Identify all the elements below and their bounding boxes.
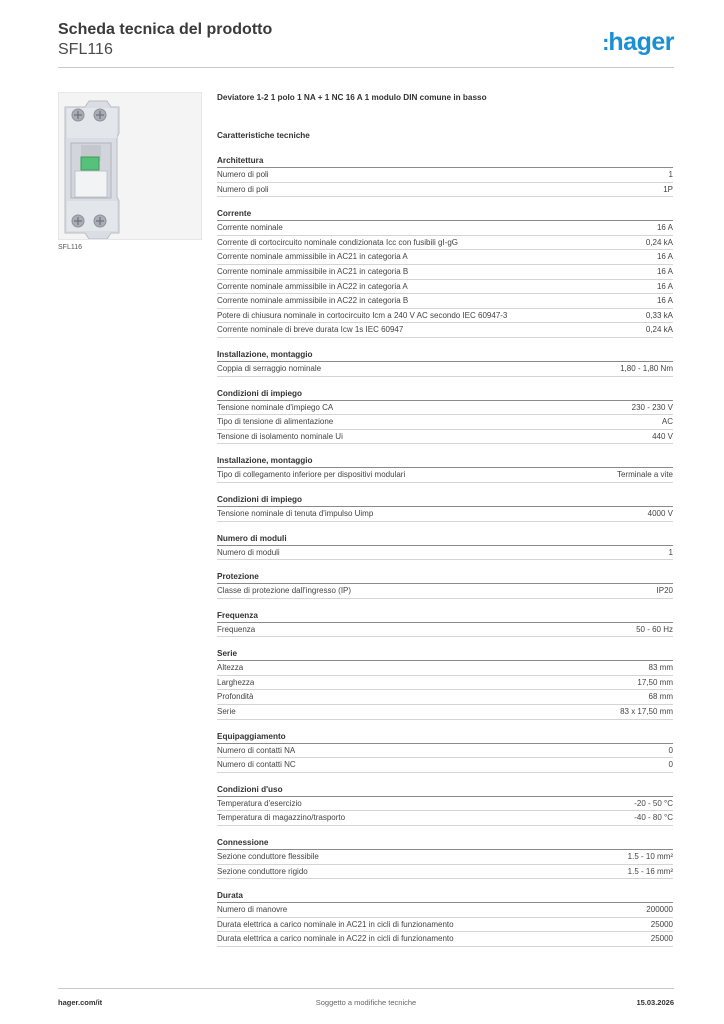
spec-row [217,811,673,826]
image-caption: SFL116 [58,244,82,251]
spec-label: Sezione conduttore flessibile [217,852,319,862]
spec-row [217,362,673,377]
section-title: Condizioni di impiego [217,493,673,507]
spec-value: 4000 V [647,508,673,518]
spec-section [217,387,673,445]
product-description: Deviatore 1-2 1 polo 1 NA + 1 NC 16 A 1 modulo DIN comune in basso [217,93,487,102]
spec-value: 83 x 17,50 mm [620,707,673,717]
footer-notice: Soggetto a modifiche tecniche [315,998,417,1007]
spec-label: Corrente nominale ammissibile in AC22 in categoria A [217,281,408,291]
spec-label: Durata elettrica a carico nominale in AC22 in cicli di funzionamento [217,934,454,944]
spec-label: Potere di chiusura nominale in cortocircuito Icm a 240 V AC secondo IEC 60947-3 [217,310,508,320]
section-title: Protezione [217,570,673,584]
spec-row [217,415,673,430]
spec-section [217,454,673,483]
spec-value: 1.5 - 10 mm² [627,852,673,862]
footer-divider [58,988,674,989]
spec-label: Corrente nominale di breve durata Icw 1s IEC 60947 [217,325,404,335]
spec-row [217,623,673,638]
spec-label: Numero di contatti NA [217,745,296,755]
page-header [58,20,674,68]
spec-value: 1P [663,184,673,194]
spec-value: 0,24 kA [645,325,673,335]
spec-row [217,294,673,309]
section-title: Connessione [217,836,673,850]
spec-label: Corrente nominale ammissibile in AC22 in categoria B [217,296,409,306]
spec-row [217,430,673,445]
spec-row [217,918,673,933]
spec-value: 16 A [656,266,673,276]
spec-label: Numero di poli [217,170,269,179]
spec-sections [217,154,673,947]
spec-section [217,836,673,879]
section-title: Numero di moduli [217,532,673,546]
section-title: Corrente [217,207,673,221]
spec-value: 0 [668,745,673,755]
spec-row [217,401,673,416]
spec-value: 0 [668,760,673,770]
spec-row [217,236,673,251]
page-footer [58,998,674,1010]
spec-label: Numero di contatti NC [217,760,296,770]
section-title: Architettura [217,154,673,168]
spec-value: 25000 [650,919,673,929]
section-title: Condizioni d'uso [217,783,673,797]
spec-label: Temperatura d'esercizio [217,798,302,808]
section-title: Durata [217,889,673,903]
spec-value: 16 A [656,223,673,233]
spec-label: Corrente nominale [217,223,283,233]
spec-row [217,250,673,265]
spec-value: 1 [668,170,673,179]
spec-row [217,676,673,691]
spec-row [217,584,673,599]
spec-section [217,348,673,377]
spec-row [217,309,673,324]
spec-label: Frequenza [217,624,256,634]
spec-value: 68 mm [648,692,673,702]
spec-row [217,932,673,947]
spec-label: Corrente nominale ammissibile in AC21 in categoria B [217,266,409,276]
spec-value: Terminale a vite [616,470,673,480]
footer-website: hager.com/it [58,998,103,1007]
page-title: Scheda tecnica del prodotto [58,21,273,38]
spec-value: 1.5 - 16 mm² [627,866,673,876]
spec-value: 230 - 230 V [631,402,673,412]
spec-value: 17,50 mm [637,677,673,687]
spec-value: IP20 [656,586,673,596]
section-title: Installazione, montaggio [217,348,673,362]
spec-row [217,758,673,773]
spec-row [217,690,673,705]
spec-section [217,493,673,522]
spec-value: 83 mm [648,663,673,673]
spec-row [217,183,673,198]
spec-label: Temperatura di magazzino/trasporto [217,813,346,823]
spec-label: Numero di moduli [217,547,280,557]
spec-label: Coppia di serraggio nominale [217,363,322,373]
spec-section [217,570,673,599]
spec-row [217,221,673,236]
section-title: Equipaggiamento [217,730,673,744]
spec-section [217,730,673,773]
section-title: Installazione, montaggio [217,454,673,468]
spec-section [217,154,673,197]
spec-label: Tipo di collegamento inferiore per dispositivi modulari [217,470,406,480]
hager-logo [602,28,674,57]
section-title: Frequenza [217,609,673,623]
spec-row [217,280,673,295]
spec-label: Larghezza [217,677,255,687]
spec-value: 25000 [650,934,673,944]
spec-value: 200000 [646,905,673,915]
spec-label: Tensione di isolamento nominale Ui [217,431,343,441]
spec-value: 16 A [656,252,673,262]
header-divider [58,67,674,68]
spec-row [217,744,673,759]
spec-label: Sezione conduttore rigido [217,866,308,876]
spec-row [217,850,673,865]
spec-value: 16 A [656,281,673,291]
spec-value: 1 [668,547,673,557]
spec-label: Tipo di tensione di alimentazione [217,417,334,427]
spec-value: 0,33 kA [645,310,673,320]
spec-row [217,797,673,812]
spec-section [217,609,673,638]
footer-date: 15.03.2026 [636,998,674,1007]
spec-content [217,92,673,947]
spec-row [217,903,673,918]
spec-row [217,705,673,720]
spec-section [217,647,673,719]
spec-value: 50 - 60 Hz [636,624,673,634]
spec-value: -20 - 50 °C [634,798,673,808]
spec-value: AC [661,417,673,427]
spec-row [217,661,673,676]
spec-row [217,468,673,483]
logo-dots: : [602,30,608,55]
spec-value: 1,80 - 1,80 Nm [620,363,673,373]
characteristics-title: Caratteristiche tecniche [217,131,310,140]
spec-label: Tensione nominale d'impiego CA [217,402,334,412]
spec-row [217,507,673,522]
spec-row [217,168,673,183]
product-code: SFL116 [58,41,113,58]
spec-label: Tensione nominale di tenuta d'impulso Uimp [217,508,374,518]
section-title: Serie [217,647,673,661]
spec-label: Durata elettrica a carico nominale in AC21 in cicli di funzionamento [217,919,454,929]
spec-row [217,546,673,561]
spec-row [217,323,673,338]
spec-label: Corrente nominale ammissibile in AC21 in categoria A [217,252,408,262]
spec-row [217,865,673,880]
spec-section [217,783,673,826]
spec-value: -40 - 80 °C [634,813,673,823]
product-image [58,92,202,240]
spec-label: Corrente di cortocircuito nominale condizionata Icc con fusibili gI-gG [217,237,459,247]
spec-label: Serie [217,707,236,717]
spec-section [217,532,673,561]
modular-switch-illustration [59,93,201,239]
spec-label: Numero di manovre [217,905,288,915]
spec-label: Altezza [217,663,244,673]
spec-value: 440 V [652,431,673,441]
spec-value: 16 A [656,296,673,306]
spec-label: Classe di protezione dall'ingresso (IP) [217,586,352,596]
section-title: Condizioni di impiego [217,387,673,401]
spec-row [217,265,673,280]
spec-label: Numero di poli [217,184,269,194]
spec-section [217,889,673,947]
logo-text: hager [608,28,674,56]
spec-section [217,207,673,338]
spec-label: Profondità [217,692,254,702]
spec-value: 0,24 kA [645,237,673,247]
